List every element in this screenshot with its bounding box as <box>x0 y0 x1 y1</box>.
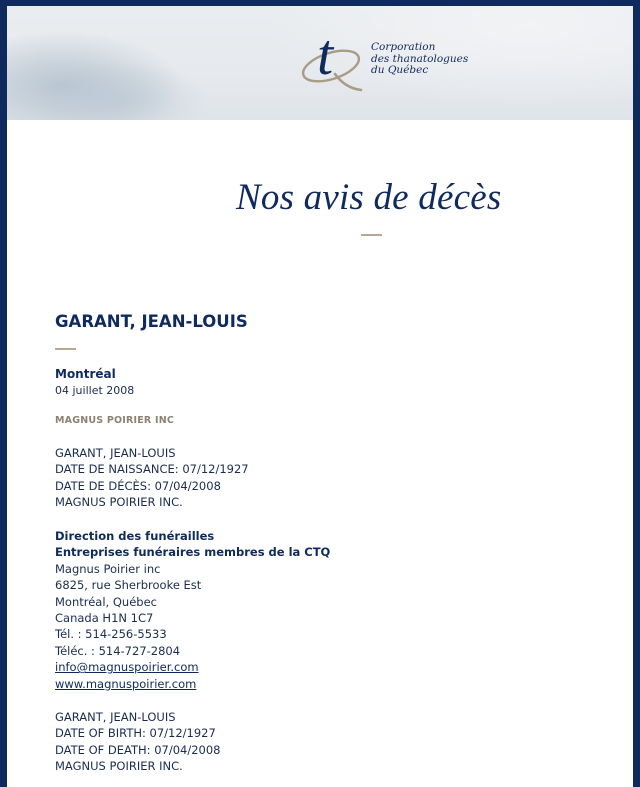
logo-letter: t <box>317 22 334 87</box>
fr-line: DATE DE DÉCÈS: 07/04/2008 <box>55 478 221 493</box>
logo-line-3: du Québec <box>371 64 429 76</box>
title-divider <box>361 234 382 236</box>
en-line: DATE OF BIRTH: 07/12/1927 <box>55 726 216 741</box>
direction-heading: Direction des funérailles <box>55 529 215 543</box>
page-title: Nos avis de décès <box>236 177 502 218</box>
funeral-direction <box>55 528 330 692</box>
direction-postal: Canada H1N 1C7 <box>55 611 154 626</box>
logo-wordmark[interactable] <box>371 42 468 77</box>
en-line: MAGNUS POIRIER INC. <box>55 759 183 774</box>
direction-subheading: Entreprises funéraires membres de la CTQ <box>55 545 331 560</box>
ctq-logo-icon[interactable] <box>295 22 365 96</box>
header-banner <box>7 6 633 120</box>
english-details <box>55 709 220 775</box>
direction-company: Magnus Poirier inc <box>55 561 161 576</box>
fr-line: MAGNUS POIRIER INC. <box>55 495 183 510</box>
logo-line-2: des thanatologues <box>371 52 469 65</box>
notice-date: 04 juillet 2008 <box>55 384 135 397</box>
logo-line-1: Corporation <box>371 41 436 53</box>
direction-street: 6825, rue Sherbrooke Est <box>55 578 202 593</box>
website-link[interactable]: www.magnuspoirier.com <box>55 676 197 691</box>
direction-city: Montréal, Québec <box>55 594 157 609</box>
fr-line: GARANT, JEAN-LOUIS <box>55 446 176 460</box>
french-details <box>55 445 249 511</box>
direction-phone: Tél. : 514-256-5533 <box>55 627 167 642</box>
name-divider <box>55 348 76 350</box>
funeral-home-label: MAGNUS POIRIER INC <box>55 415 175 426</box>
notice-city: Montréal <box>55 367 116 381</box>
email-link[interactable]: info@magnuspoirier.com <box>55 660 199 675</box>
deceased-name: GARANT, JEAN-LOUIS <box>55 312 248 331</box>
direction-fax: Téléc. : 514-727-2804 <box>55 643 181 658</box>
fr-line: DATE DE NAISSANCE: 07/12/1927 <box>55 462 249 477</box>
en-line: DATE OF DEATH: 07/04/2008 <box>55 742 221 757</box>
en-line: GARANT, JEAN-LOUIS <box>55 710 176 724</box>
